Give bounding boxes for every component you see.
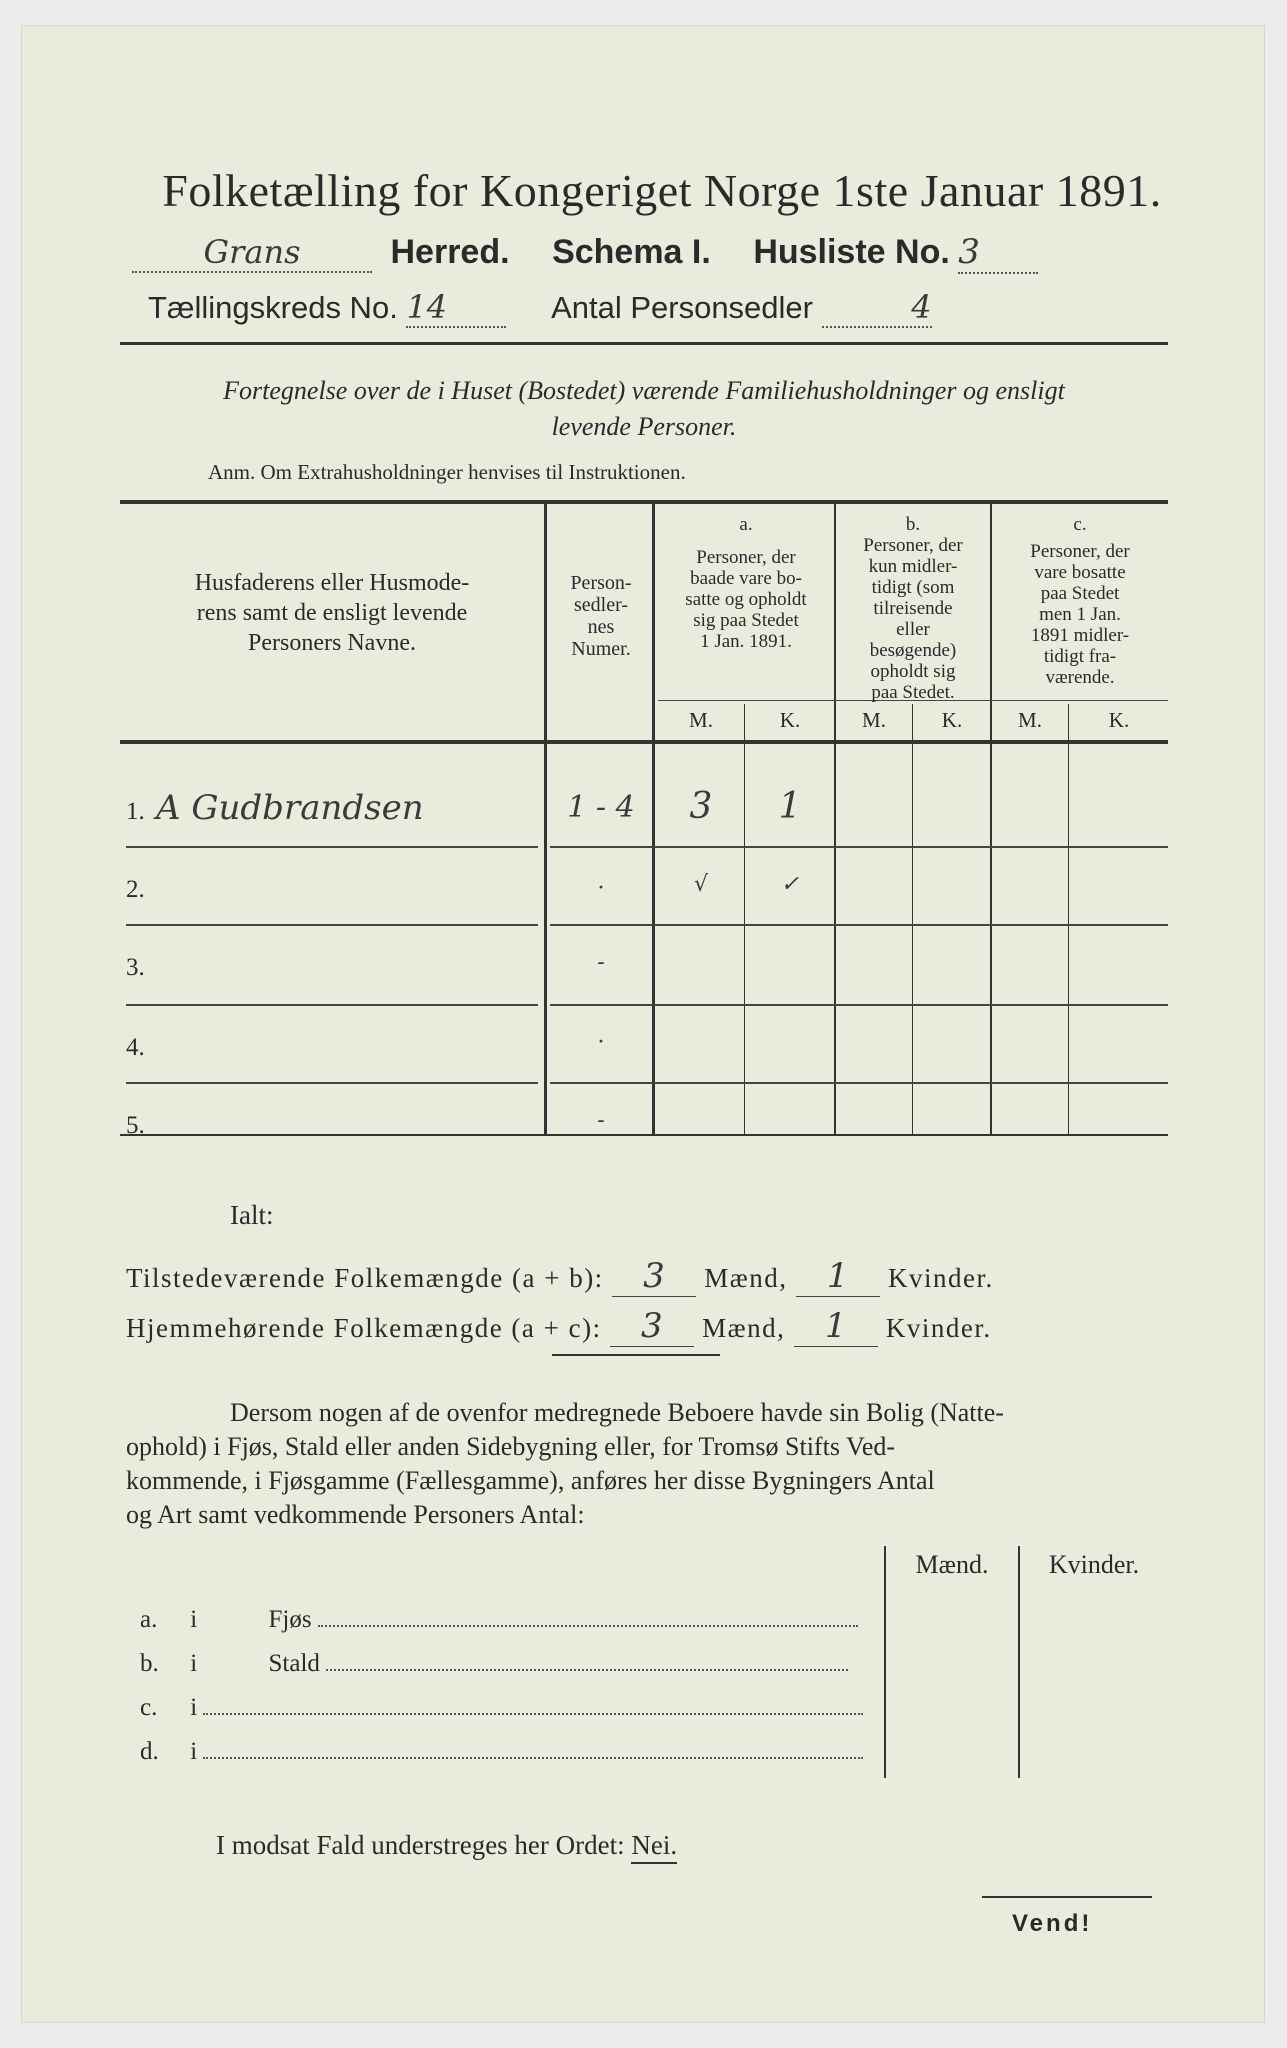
building-col-divider-1 — [884, 1546, 886, 1778]
tilstede-label: Tilstedeværende Folkemængde (a + b): — [126, 1263, 604, 1293]
col-a-header — [658, 514, 834, 652]
herred-line — [132, 232, 1038, 274]
building-c-i: i — [190, 1694, 198, 1721]
nei-line — [216, 1830, 677, 1861]
col-c-line-6: tidigt fra- — [1043, 646, 1117, 667]
row-5-number: 5. — [126, 1112, 145, 1139]
building-d-i: i — [190, 1738, 198, 1765]
row-1-cells-line — [550, 846, 1168, 848]
building-a-i: i — [190, 1606, 198, 1633]
tilstede-kvinder-label: Kvinder. — [887, 1263, 994, 1293]
hjemme-maend-label: Mænd, — [702, 1313, 786, 1343]
table-top-rule — [120, 500, 1168, 504]
row-4-line — [126, 1082, 538, 1084]
kreds-label: Tællingskreds No. — [148, 290, 398, 325]
row-2-cells-line — [550, 924, 1168, 926]
col-b-line-7: opholdt sig — [870, 661, 956, 682]
building-row-d — [140, 1738, 863, 1766]
col-a-line-3: satte og opholdt — [685, 589, 807, 610]
nei-instruction: I modsat Fald understreges her Ordet: — [216, 1830, 625, 1860]
names-column-header — [132, 568, 532, 658]
row-4-number: 4. — [126, 1034, 145, 1061]
schema-label: Schema I. — [552, 233, 711, 271]
kreds-value: 14 — [406, 288, 506, 328]
col-a-letter: a. — [739, 514, 753, 535]
row-2-a-m: √ — [693, 872, 709, 897]
col-c-line-1: Personer, der — [1030, 541, 1130, 562]
names-header-line-2: rens samt de ensligt levende — [196, 600, 468, 626]
section-divider — [552, 1354, 720, 1356]
table-bottom-rule — [120, 1134, 1168, 1136]
row-1-number: 1. — [126, 798, 145, 825]
col-b-line-2: kun midler- — [868, 556, 958, 577]
building-c-letter: c. — [140, 1694, 158, 1721]
col-divider-a-mk — [744, 704, 745, 1134]
building-b-dots — [326, 1669, 848, 1671]
building-maend-header: Mænd. — [915, 1550, 989, 1579]
tilstede-line — [126, 1256, 994, 1297]
row-2-number: 2. — [126, 876, 145, 903]
row-5-numer: - — [597, 1108, 605, 1133]
bolig-paragraph — [126, 1396, 1166, 1532]
nei-word: Nei. — [631, 1830, 677, 1864]
col-b-line-5: eller — [896, 619, 930, 640]
col-c-line-3: paa Stedet — [1040, 583, 1120, 604]
intro-line-2: levende Personer. — [551, 412, 737, 441]
row-1-a-k: 1 — [778, 786, 802, 827]
tilstede-kvinder-value: 1 — [796, 1256, 880, 1297]
numer-header-line-4: Numer. — [571, 638, 631, 660]
row-3-numer: - — [597, 950, 605, 975]
building-d-dots — [203, 1757, 863, 1759]
header-rule — [120, 342, 1168, 345]
names-header-line-3: Personers Navne. — [248, 630, 416, 656]
bolig-para-line-3: kommende, i Fjøsgamme (Fællesgamme), anføres her disse Bygningers Antal — [126, 1466, 935, 1495]
vend-label: Vend! — [1012, 1910, 1093, 1937]
row-1-a-m: 3 — [689, 786, 713, 827]
bolig-para-line-1: Dersom nogen af de ovenfor medregnede Beboere havde sin Bolig (Natte- — [230, 1398, 1004, 1427]
row-2-a-k: ✓ — [780, 872, 800, 897]
building-a-letter: a. — [140, 1606, 158, 1633]
bolig-para-line-4: og Art samt vedkommende Personers Antal: — [126, 1500, 585, 1529]
antal-value: 4 — [822, 288, 932, 328]
col-a-line-1: Personer, der — [696, 547, 796, 568]
herred-label: Herred. — [390, 233, 510, 271]
building-c-dots — [203, 1713, 863, 1715]
numer-header-line-1: Person- — [570, 572, 632, 594]
row-3-number: 3. — [126, 954, 145, 981]
census-form-page — [22, 26, 1264, 2022]
a-k-label: K. — [779, 708, 801, 732]
row-4-numer: · — [597, 1030, 605, 1055]
col-c-header — [992, 514, 1168, 688]
col-b-line-6: besøgende) — [869, 640, 957, 661]
hjemme-maend-value: 3 — [610, 1306, 694, 1347]
intro-line-1: Fortegnelse over de i Huset (Bostedet) værende Familiehusholdninger og ensligt — [223, 376, 1065, 405]
building-b-letter: b. — [140, 1650, 159, 1677]
c-k-label: K. — [1108, 708, 1130, 732]
col-c-line-4: men 1 Jan. — [1039, 604, 1121, 625]
row-4-cells-line — [550, 1082, 1168, 1084]
row-2-line — [126, 924, 538, 926]
ialt-label: Ialt: — [230, 1200, 274, 1230]
hjemme-kvinder-value: 1 — [794, 1306, 878, 1347]
row-3-cells-line — [550, 1004, 1168, 1006]
c-m-label: M. — [1018, 708, 1042, 732]
col-divider-numer — [652, 504, 655, 1134]
form-title: Folketælling for Kongeriget Norge 1ste Januar 1891. — [162, 165, 1162, 216]
building-kvinder-header: Kvinder. — [1048, 1550, 1140, 1579]
col-divider-c-mk — [1068, 704, 1069, 1134]
building-row-a — [140, 1606, 858, 1634]
numer-header-line-3: nes — [587, 616, 615, 638]
building-d-letter: d. — [140, 1738, 159, 1765]
building-row-c — [140, 1694, 863, 1722]
names-header-line-1: Husfaderens eller Husmode- — [194, 570, 470, 596]
hjemme-label: Hjemmehørende Folkemængde (a + c): — [126, 1313, 602, 1343]
row-2-numer: · — [597, 876, 605, 901]
row-1-line — [126, 846, 538, 848]
row-1-name: A Gudbrandsen — [156, 788, 424, 828]
a-m-label: M. — [689, 708, 713, 732]
col-c-line-5: 1891 midler- — [1030, 625, 1130, 646]
b-k-label: K. — [941, 708, 963, 732]
row-1-numer: 1 - 4 — [567, 790, 635, 825]
numer-column-header — [550, 572, 652, 660]
col-divider-names — [544, 504, 547, 1134]
col-b-line-4: tilreisende — [873, 598, 953, 619]
col-b-line-3: tidigt (som — [871, 577, 955, 598]
husliste-label: Husliste No. — [753, 233, 950, 271]
tilstede-maend-value: 3 — [612, 1256, 696, 1297]
col-b-header — [836, 514, 990, 703]
building-b-i: i — [190, 1650, 198, 1677]
col-a-line-4: sig paa Stedet — [693, 610, 799, 631]
col-b-letter: b. — [905, 514, 921, 535]
hjemme-line — [126, 1306, 992, 1347]
col-c-letter: c. — [1073, 514, 1087, 535]
annotation-note: Anm. Om Extrahusholdninger henvises til Instruktionen. — [208, 460, 686, 484]
col-a-line-5: 1 Jan. 1891. — [700, 631, 792, 652]
building-a-label: Fjøs — [268, 1606, 312, 1633]
building-b-label: Stald — [268, 1650, 320, 1677]
col-b-line-1: Personer, der — [863, 535, 963, 556]
hjemme-kvinder-label: Kvinder. — [885, 1313, 992, 1343]
col-b-line-8: paa Stedet. — [871, 682, 955, 703]
herred-value: Grans — [132, 233, 372, 273]
building-a-dots — [318, 1625, 858, 1627]
col-divider-b-mk — [912, 704, 913, 1134]
vend-rule — [982, 1896, 1152, 1898]
building-row-b — [140, 1650, 848, 1678]
row-3-line — [126, 1004, 538, 1006]
col-c-line-2: vare bosatte — [1034, 562, 1126, 583]
b-m-label: M. — [862, 708, 886, 732]
col-c-line-7: værende. — [1045, 667, 1115, 688]
building-col-divider-2 — [1018, 1546, 1020, 1778]
husliste-value: 3 — [958, 232, 1038, 274]
numer-header-line-2: sedler- — [573, 594, 628, 616]
antal-label: Antal Personsedler — [551, 290, 813, 325]
kreds-line — [148, 288, 932, 328]
table-header-rule — [120, 740, 1168, 744]
col-a-line-2: baade vare bo- — [690, 568, 802, 589]
tilstede-maend-label: Mænd, — [704, 1263, 788, 1293]
bolig-para-line-2: ophold) i Fjøs, Stald eller anden Sidebygning eller, for Tromsø Stifts Ved- — [126, 1432, 896, 1461]
